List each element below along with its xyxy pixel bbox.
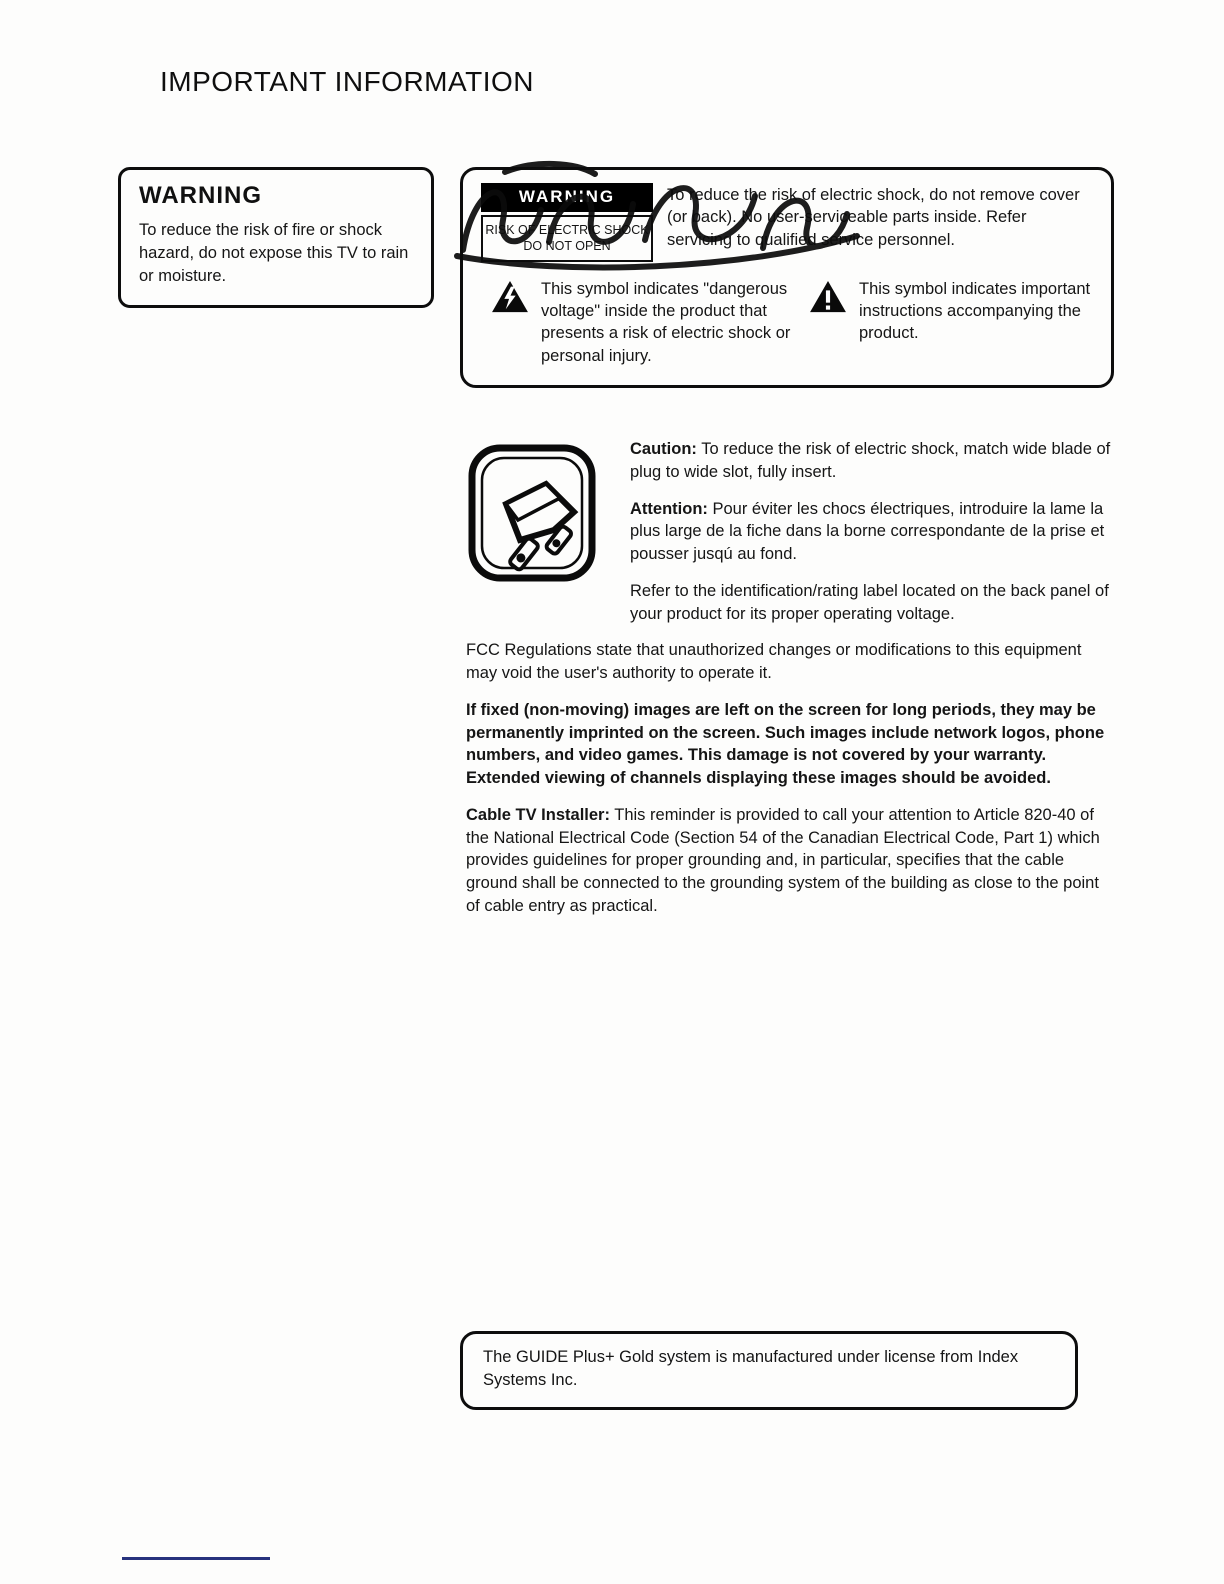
warning-box-fire-shock (118, 167, 434, 308)
polarized-plug-illustration (466, 442, 606, 598)
body-content (466, 438, 1116, 932)
cable-installer-paragraph (466, 804, 1116, 918)
warning-body: To reduce the risk of fire or shock hazard, do not expose this TV to rain or moisture. (139, 221, 409, 285)
warning-label-stack (481, 183, 653, 262)
image-imprint-warning-paragraph: If fixed (non-moving) images are left on the screen for long periods, they may be permanently imprinted on the screen. Such images include network logos, phone numbers, and video games. This damage is not covered by your warranty. Extended viewing of channels displaying these images should be avoided. (466, 700, 1105, 788)
lightning-triangle-icon (491, 280, 529, 314)
important-instructions-text: This symbol indicates important instructions accompanying the product. (859, 279, 1091, 343)
dangerous-voltage-symbol-row (481, 278, 809, 368)
fcc-paragraph: FCC Regulations state that unauthorized changes or modifications to this equipment may void the user's authority to operate it. (466, 641, 1082, 683)
exclamation-triangle-icon (809, 280, 847, 314)
attention-text: Pour éviter les chocs électriques, introduire la lame la plus large de la fiche dans la borne correspondante de la prise et pousser jusqú au fond. (630, 499, 1105, 564)
shock-warning-text: To reduce the risk of electric shock, do not remove cover (or back). No user-serviceable parts inside. Refer servicing to qualified service personnel. (667, 186, 1080, 249)
risk-of-shock-label: RISK OF ELECTRIC SHOCK DO NOT OPEN (481, 215, 653, 262)
page-title: IMPORTANT INFORMATION (160, 66, 534, 97)
guide-plus-license-text: The GUIDE Plus+ Gold system is manufactured under license from Index Systems Inc. (483, 1348, 1019, 1390)
rating-label-paragraph: Refer to the identification/rating label located on the back panel of your product for its proper operating voltage. (630, 581, 1109, 623)
caution-text: To reduce the risk of electric shock, match wide blade of plug to wide slot, fully insert. (630, 440, 1111, 481)
footer-blue-line (122, 1557, 270, 1560)
cable-installer-text: This reminder is provided to call your attention to Article 820-40 of the National Electrical Code (Section 54 of the Canadian Electrical Code, Part 1) which provides guidelines for proper grounding and, in particular, specifies that the cable ground shall be connected to the grounding system of the building as close to the point of cable entry as practical. (466, 805, 1100, 916)
cable-installer-lead: Cable TV Installer: (466, 805, 610, 824)
guide-plus-license-box (460, 1331, 1078, 1410)
important-instructions-symbol-row (809, 278, 1093, 368)
dangerous-voltage-text: This symbol indicates "dangerous voltage" inside the product that presents a risk of electric shock or personal injury. (541, 279, 791, 365)
warning-box-electric-shock (460, 167, 1114, 388)
caution-lead: Caution: (630, 440, 697, 458)
attention-lead: Attention: (630, 499, 708, 518)
warning-heading: WARNING (139, 182, 262, 209)
warning-label: WARNING (481, 183, 653, 212)
